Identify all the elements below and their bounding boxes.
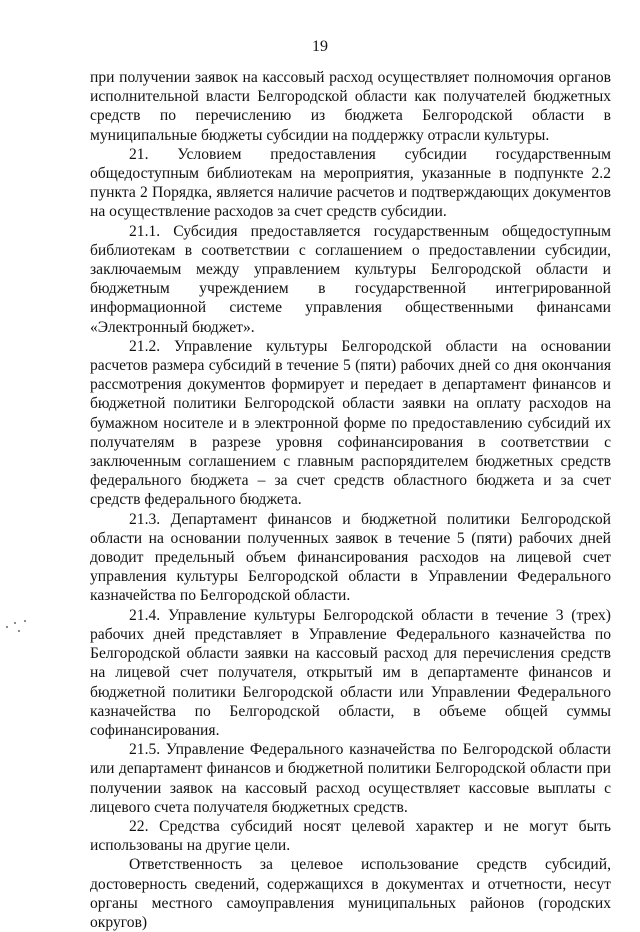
scan-speck: [4, 618, 34, 638]
page-number: 19: [312, 38, 328, 55]
paragraph-21-5: 21.5. Управление Федерального казначейства по Белгородской области или департамент финансов и бюджетной политики Белгородской области при получении заявок на кассовый расход осуществляет кассовые выплаты с лицевого счета получателя бюджетных средств.: [90, 741, 611, 816]
paragraph-21-1: 21.1. Субсидия предоставляется государственным общедоступным библиотекам в соответствии с соглашением о предоставлении субсидии, заключаемым между управлением культуры Белгородской области и бюджетным учреждением в государственной интегрированной информационной системе управления общественными финансами «Электронный бюджет».: [90, 222, 611, 336]
paragraph-21-4: 21.4. Управление культуры Белгородской области в течение 3 (трех) рабочих дней представляет в Управление Федерального казначейства по Белгородской области заявки на кассовый расход для перечисления средств на лицевой счет получателя, открытый им в департаменте финансов и бюджетной политики Белгородской области или Управлении Федерального казначейства по Белгородской области, в объеме общей суммы софинансирования.: [90, 606, 611, 739]
paragraph-21-3: 21.3. Департамент финансов и бюджетной политики Белгородской области на основании полученных заявок в течение 5 (пяти) рабочих дней доводит предельный объем финансирования расходов на лицевой счет управления культуры Белгородской области в Управлении Федерального казначейства по Белгородской области.: [90, 510, 611, 605]
document-body: [90, 68, 611, 932]
paragraph-responsibility: Ответственность за целевое использование средств субсидий, достоверность сведений, содержащихся в документах и отчетности, несут органы местного самоуправления муниципальных районов (городских округов): [90, 856, 611, 931]
paragraph-22: 22. Средства субсидий носят целевой характер и не могут быть использованы на другие цели.: [90, 817, 611, 855]
paragraph-21: 21. Условием предоставления субсидии государственным общедоступным библиотекам на мероприятия, указанные в подпункте 2.2 пункта 2 Порядка, является наличие расчетов и подтверждающих документов на осуществление расходов за счет средств субсидии.: [90, 145, 611, 221]
paragraph-continuation: при получении заявок на кассовый расход осуществляет полномочия органов исполнительной власти Белгородской области как получателей бюджетных средств по перечислению из бюджета Белгородской области в муниципальные бюджеты субсидии на поддержку отрасли культуры.: [90, 69, 611, 144]
paragraph-21-2: 21.2. Управление культуры Белгородской области на основании расчетов размера субсидий в течение 5 (пяти) рабочих дней со дня окончания рассмотрения документов формирует и передает в департамент финансов и бюджетной политики Белгородской области заявки на оплату расходов на бумажном носителе и в электронной форме по предоставлению субсидий их получателям в разрезе уровня софинансирования в соответствии с заключенным соглашением с главным распорядителем бюджетных средств федерального бюджета – за счет средств областного бюджета и за счет средств федерального бюджета.: [90, 337, 611, 509]
